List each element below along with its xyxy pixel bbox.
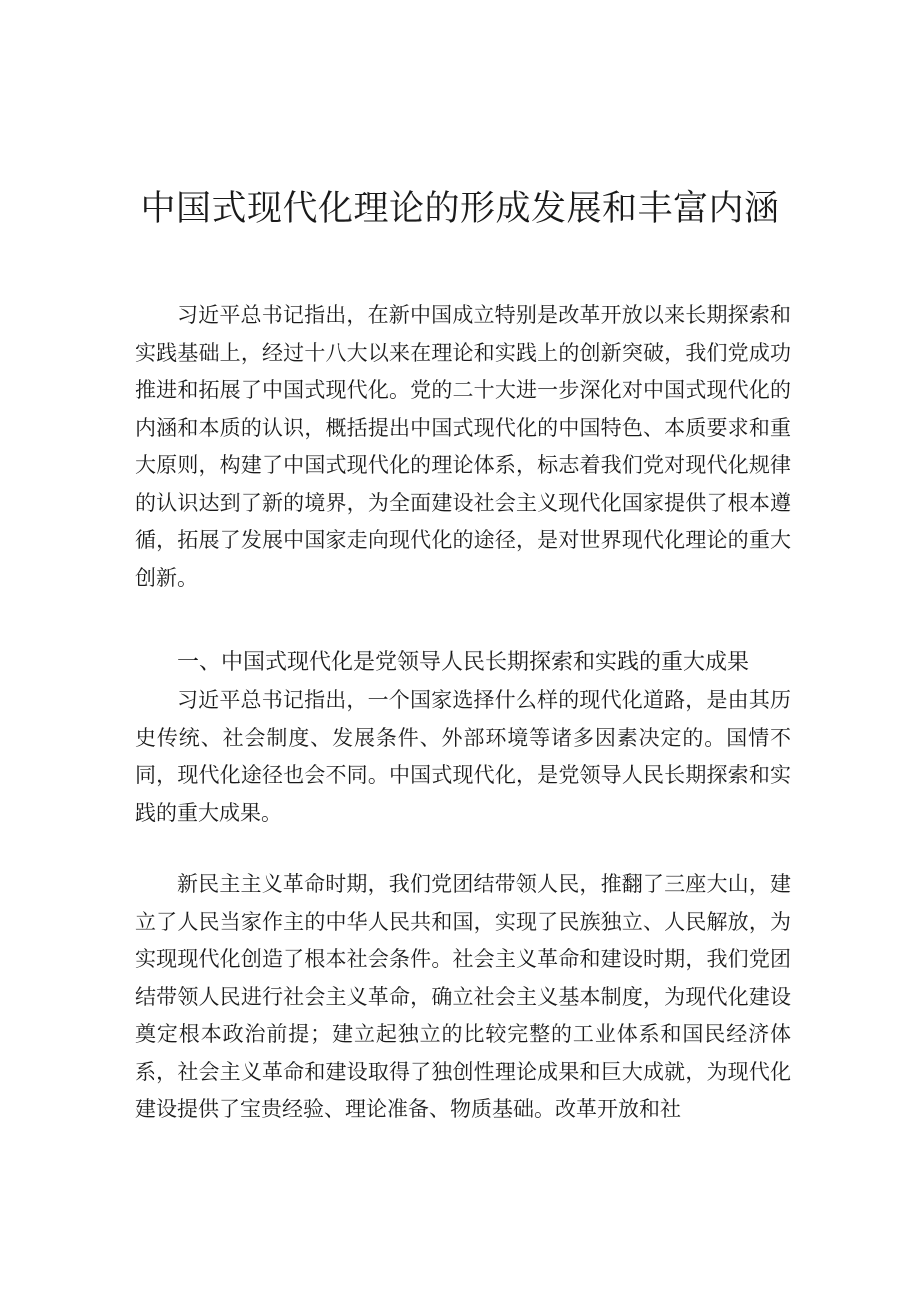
document-title: 中国式现代化理论的形成发展和丰富内涵: [140, 189, 780, 229]
paragraph-section-1-second: 新民主主义革命时期，我们党团结带领人民，推翻了三座大山，建立了人民当家作主的中华人民共和国，实现了民族独立、人民解放，为实现现代化创造了根本社会条件。社会主义革命和建设时期，我们党团结带领人民进行社会主义革命，确立社会主义基本制度，为现代化建设奠定根本政治前提；建立起独立的比较完整的工业体系和国民经济体系，社会主义革命和建设取得了独创性理论成果和巨大成就，为现代化建设提供了宝贵经验、理论准备、物质基础。改革开放和社: [135, 872, 791, 1121]
section-heading-1: 一、中国式现代化是党领导人民长期探索和实践的重大成果: [177, 650, 750, 675]
paragraph-intro: 习近平总书记指出，在新中国成立特别是改革开放以来长期探索和实践基础上，经过十八大以来在理论和实践上的创新突破，我们党成功推进和拓展了中国式现代化。党的二十大进一步深化对中国式现代化的内涵和本质的认识，概括提出中国式现代化的中国特色、本质要求和重大原则，构建了中国式现代化的理论体系，标志着我们党对现代化规律的认识达到了新的境界，为全面建设社会主义现代化国家提供了根本遵循，拓展了发展中国家走向现代化的途径，是对世界现代化理论的重大创新。: [135, 303, 791, 590]
paragraph-section-1-first: 习近平总书记指出，一个国家选择什么样的现代化道路，是由其历史传统、社会制度、发展条件、外部环境等诸多因素决定的。国情不同，现代化途径也会不同。中国式现代化，是党领导人民长期探索和实践的重大成果。: [135, 688, 791, 825]
